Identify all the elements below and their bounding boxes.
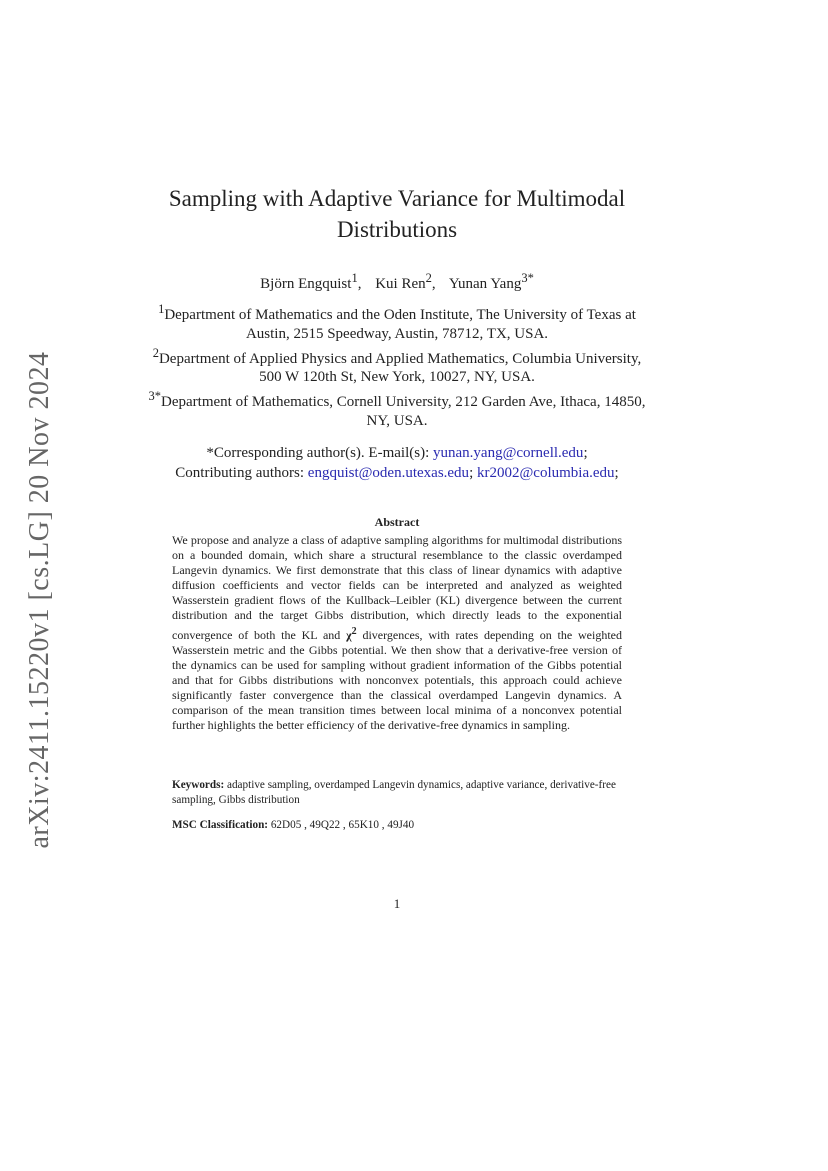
- corresponding-label: *Corresponding author(s). E-mail(s):: [206, 445, 433, 461]
- keywords-label: Keywords:: [172, 779, 225, 791]
- author-name: Kui Ren: [375, 276, 426, 292]
- keywords-text: adaptive sampling, overdamped Langevin dynamics, adaptive variance, derivative-free sampling, Gibbs distribution: [172, 779, 616, 806]
- title-line-1: Sampling with Adaptive Variance for Multimodal: [168, 186, 626, 211]
- punctuation: ;: [469, 464, 477, 481]
- msc-codes: 62D05 , 49Q22 , 65K10 , 49J40: [270, 819, 415, 831]
- keywords-block: [172, 778, 622, 807]
- affiliation-marker: 3*: [148, 389, 162, 404]
- abstract-text-part-2: divergences, with rates depending on the weighted Wasserstein metric and the Gibbs potential. We then show that a derivative-free version of the dynamics can be used for sampling without gradient information of the Gibbs potential and that for Gibbs distributions with nonconvex potentials, this approach could achieve significantly faster convergence than the classical overdamped Langevin dynamics. A comparison of the mean transition times between local minima of a nonconvex potential further highlights the better efficiency of the derivative-free dynamics in sampling.: [172, 627, 622, 733]
- contact-block: [120, 444, 674, 483]
- page-number: 1: [393, 896, 401, 911]
- affiliation-marker: 2: [152, 345, 159, 360]
- msc-classification-block: [172, 818, 622, 832]
- affiliation: [140, 300, 654, 344]
- contributing-authors-line: [120, 464, 674, 484]
- contributing-email-link-2[interactable]: kr2002@columbia.edu: [476, 464, 615, 481]
- punctuation: ;: [614, 464, 619, 481]
- author-affil-marker: 3*: [521, 271, 534, 285]
- affiliation-list: [140, 300, 654, 431]
- abstract-text-part-1: We propose and analyze a class of adaptive sampling algorithms for multimodal distributions on a bounded domain, which share a structural resemblance to the classic overdamped Langevin dynamics. We first demonstrate that this class of linear dynamics with adaptive diffusion coefficients and vector fields can be interpreted and analyzed as weighted Wasserstein gradient flows of the Kullback–Leibler (KL) divergence between the current distribution and the target Gibbs distribution, which directly leads to the exponential convergence of both the KL and: [172, 533, 622, 642]
- affiliation-text: Department of Mathematics and the Oden Institute, The University of Texas at Austin, 2515 Speedway, Austin, 78712, TX, USA.: [164, 307, 636, 342]
- affiliation-marker: 1: [158, 302, 165, 316]
- corresponding-author-line: [120, 444, 674, 464]
- author-name: Yunan Yang: [448, 276, 522, 292]
- contributing-email-link-1[interactable]: engquist@oden.utexas.edu: [307, 464, 470, 481]
- author-list: Björn Engquist$^1$, Kui Ren$^2$, Yunan Yang$^{3*}$: [260, 271, 534, 292]
- chi-symbol: χ: [346, 627, 352, 642]
- punctuation: ;: [583, 445, 588, 461]
- author-affil-marker: 2: [425, 271, 432, 285]
- title-line-2: Distributions: [336, 217, 458, 242]
- corresponding-email-link[interactable]: yunan.yang@cornell.edu: [433, 445, 584, 461]
- abstract-body: [172, 533, 622, 733]
- affiliation: [140, 344, 654, 388]
- author-name: Björn Engquist: [260, 276, 352, 292]
- abstract-heading: Abstract: [374, 515, 420, 529]
- msc-label: MSC Classification:: [172, 819, 269, 831]
- chi-exponent: 2: [351, 625, 357, 637]
- affiliation: [140, 387, 654, 431]
- arxiv-identifier-stamp: arXiv:2411.15220v1 [cs.LG] 20 Nov 2024: [24, 351, 55, 849]
- paper-title: [140, 183, 654, 245]
- affiliation-text: Department of Mathematics, Cornell University, 212 Garden Ave, Ithaca, 14850, NY, USA.: [161, 394, 646, 429]
- affiliation-text: Department of Applied Physics and Applied Mathematics, Columbia University, 500 W 120th St, New York, 10027, NY, USA.: [158, 350, 642, 386]
- contributing-label: Contributing authors:: [175, 464, 308, 481]
- author-affil-marker: 1: [351, 271, 358, 285]
